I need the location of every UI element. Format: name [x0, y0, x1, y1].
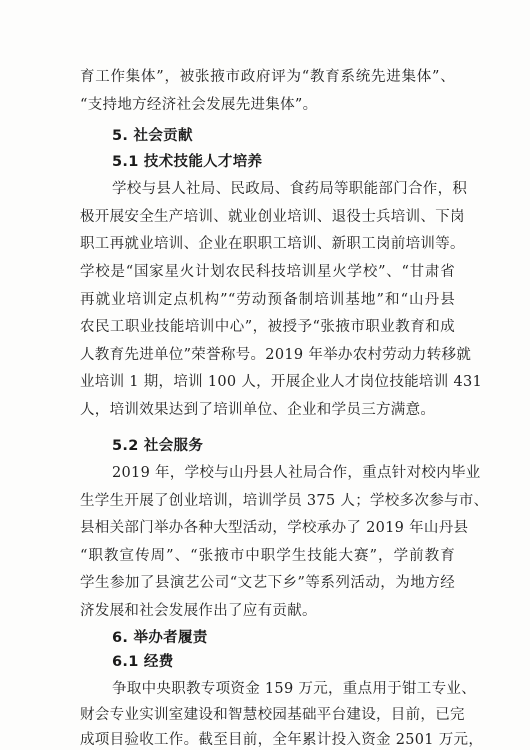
paragraph-line: “职教宣传周”、“张掖市中职学生技能大赛”，学前教育	[80, 548, 455, 564]
paragraph-line: 人，培训效果达到了培训单位、企业和学员三方满意。	[80, 402, 436, 418]
paragraph-line: 生学生开展了创业培训，培训学员 375 人；学校多次参与市、	[80, 493, 489, 509]
paragraph-line: 学生参加了县演艺公司“文艺下乡”等系列活动，为地方经	[80, 575, 455, 591]
paragraph-line: 县相关部门举办各种大型活动，学校承办了 2019 年山丹县	[80, 520, 469, 536]
paragraph-line: 业培训 1 期，培训 100 人，开展企业人才岗位技能培训 431	[80, 374, 483, 390]
paragraph-line: 学校与县人社局、民政局、食药局等职能部门合作，积	[112, 181, 468, 197]
paragraph-line: 再就业培训定点机构”“劳动预备制培训基地”和“山丹县	[80, 292, 455, 308]
paragraph-line: 济发展和社会发展作出了应有贡献。	[80, 603, 317, 619]
paragraph-line: 学校是“国家星火计划农民科技培训星火学校”、“甘肃省	[80, 264, 455, 280]
subsection-heading: 5.2 社会服务	[112, 438, 204, 454]
paragraph-line: 2019 年，学校与山丹县人社局合作，重点针对校内毕业	[112, 465, 481, 481]
paragraph-line: 人教育先进单位”荣誉称号。2019 年举办农村劳动力转移就	[80, 347, 472, 363]
paragraph-line: 财会专业实训室建设和智慧校园基础平台建设，目前，已完	[80, 707, 465, 723]
section-heading: 6. 举办者履责	[112, 630, 208, 646]
paragraph-line: “支持地方经济社会发展先进集体”。	[80, 97, 318, 113]
paragraph-line: 职工再就业培训、企业在职职工培训、新职工岗前培训等。	[80, 236, 465, 252]
paragraph-line: 极开展安全生产培训、就业创业培训、退役士兵培训、下岗	[80, 209, 465, 225]
section-heading: 5. 社会贡献	[112, 128, 193, 144]
paragraph-line: 育工作集体”，被张掖市政府评为“教育系统先进集体”、	[80, 69, 455, 85]
paragraph-line: 争取中央职教专项资金 159 万元，重点用于钳工专业、	[112, 681, 476, 697]
subsection-heading: 5.1 技术技能人才培养	[112, 154, 263, 170]
paragraph-line: 成项目验收工作。截至目前，全年累计投入资金 2501 万元，	[80, 732, 484, 748]
subsection-heading: 6.1 经费	[112, 654, 174, 670]
paragraph-line: 农民工职业技能培训中心”，被授予“张掖市职业教育和成	[80, 319, 455, 335]
